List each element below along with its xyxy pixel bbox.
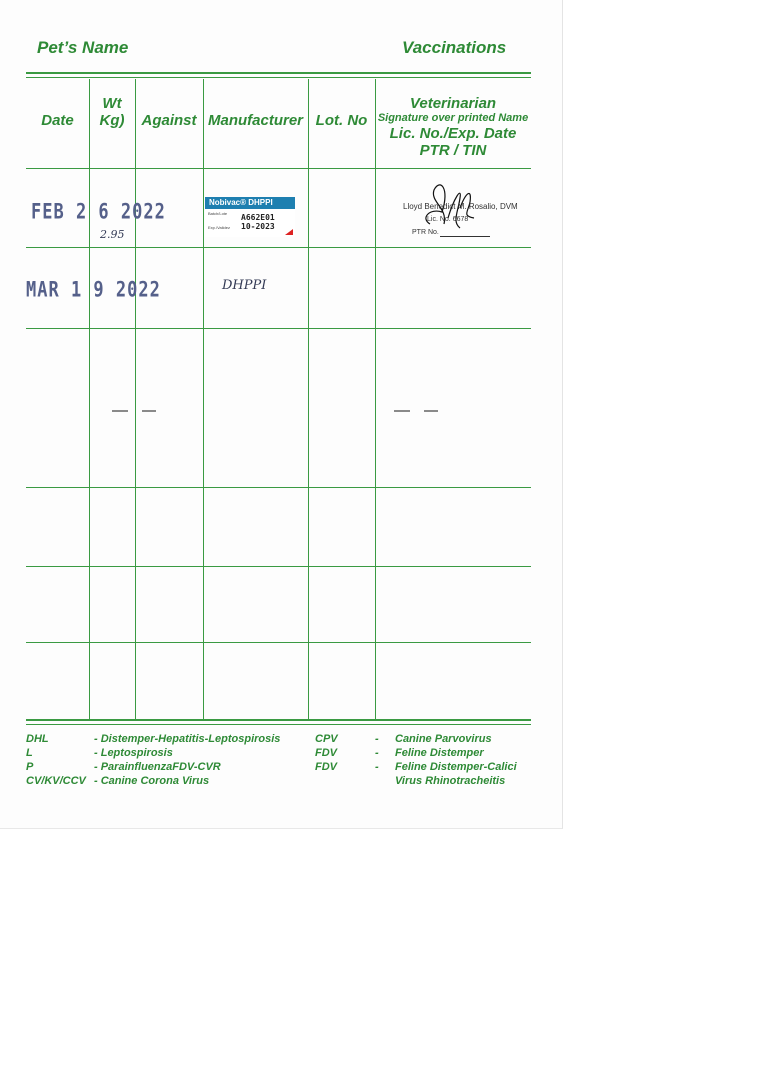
footer-rule-bottom [26, 724, 531, 725]
col-divider-4 [308, 79, 309, 719]
pets-name-label: Pet’s Name [37, 38, 129, 57]
legend-row: CPV - Canine Parvovirus [315, 733, 492, 745]
row-line [26, 566, 531, 567]
sticker-exp-label: Exp./Validez [208, 225, 230, 230]
vaccinations-title: Vaccinations [402, 38, 507, 57]
fold-mark [142, 410, 156, 412]
fold-mark [394, 410, 410, 412]
fold-mark [424, 410, 438, 412]
legend-row: P - ParainfluenzaFDV-CVR [26, 761, 221, 773]
legend-row: FDV - Feline Distemper [315, 747, 484, 759]
legend-row: CV/KV/CCV - Canine Corona Virus [26, 775, 210, 787]
date-stamp: MAR 1 9 2022 [26, 277, 161, 303]
vet-subtitle: Signature over printed Name [377, 112, 529, 124]
fold-mark [112, 410, 128, 412]
manufacturer-handwritten: DHPPI [222, 278, 267, 293]
legend-right [315, 732, 517, 788]
sticker-red-mark [285, 229, 293, 235]
col-header-manufacturer: Manufacturer [207, 112, 304, 129]
weight-handwritten: 2.95 [100, 228, 125, 241]
sticker-brand: Nobivac® DHPPI [205, 197, 295, 209]
row-line [26, 247, 531, 248]
col-header-lot: Lot. No [315, 112, 368, 129]
legend-row: Virus Rhinotracheitis [395, 775, 506, 787]
vet-ptr: PTR / TIN [419, 142, 487, 159]
vet-ptr-no: PTR No. [412, 229, 439, 236]
vet-title: Veterinarian [409, 95, 497, 112]
header-rule-bottom [26, 77, 531, 78]
col-divider-3 [203, 79, 204, 719]
row-line [26, 487, 531, 488]
sticker-batch-label: Batch/Lote [208, 211, 228, 216]
legend-left [26, 732, 280, 788]
header-rule-top [26, 72, 531, 74]
col-header-wt-line2: Kg) [99, 112, 125, 129]
col-header-date: Date [41, 112, 74, 129]
vet-license-no: Lic. No. 6678 [427, 216, 469, 223]
row-line [26, 642, 531, 643]
col-header-wt-line1: Wt [102, 95, 122, 112]
vaccine-sticker [205, 197, 295, 237]
legend-row: DHL - Distemper-Hepatitis-Leptospirosis [26, 733, 281, 745]
col-header-against: Against [141, 112, 197, 129]
date-stamp: FEB 2 6 2022 [31, 199, 166, 225]
veterinarian-stamp [400, 178, 518, 242]
row-line [26, 168, 531, 169]
legend-row: FDV - Feline Distemper-Calici [315, 761, 517, 773]
sticker-batch: A662E01 [241, 213, 275, 222]
col-divider-5 [375, 79, 376, 719]
vet-license: Lic. No./Exp. Date [389, 125, 517, 142]
row-line [26, 328, 531, 329]
col-divider-1 [89, 79, 90, 719]
col-divider-2 [135, 79, 136, 719]
footer-rule-top [26, 719, 531, 721]
legend-row: L - Leptospirosis [26, 747, 173, 759]
sticker-exp: 10-2023 [241, 222, 275, 231]
vet-name: Lloyd Benedict M. Rosalio, DVM [403, 202, 518, 211]
ptr-underline [440, 236, 490, 237]
col-header-veterinarian [375, 95, 531, 159]
col-header-wt [89, 95, 135, 129]
